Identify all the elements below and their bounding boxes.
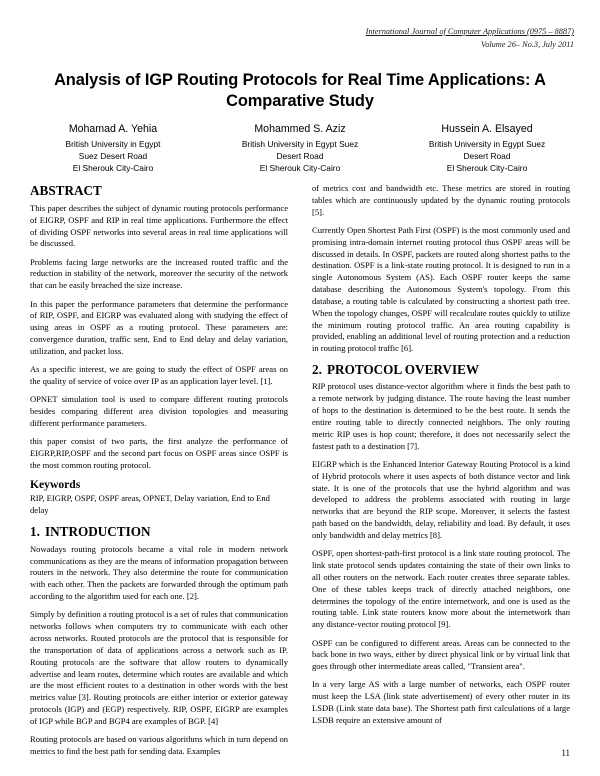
introduction-paragraph: Simply by definition a routing protocol is a set of rules that communication networks follows when computers try to communicate with each other across networks. Routed protocols are the protocol that is responsible for the transportation of data of applications across a network such as IP. Routing protocols are the software that allow routers to dynamically advertise and learn routes, determine which routes are available and which are the most efficient routes to a destination in other words with the best metrics value [3]. Routing protocols are either interior or exterior gateway protocols (IGP) and (EGP) respectively. RIP, OSPF, EIGRP are examples of IGP while BGP and BGP4 are examples of BGP. [4] <box>30 609 288 726</box>
abstract-paragraph: This paper describes the subject of dynamic routing protocols performance of EIGRP, OSPF and RIP in real time applications. Furthermore the effect of dividing OSPF networks into several areas in real time applications will be discussed. <box>30 202 288 249</box>
keywords-heading: Keywords <box>30 478 81 492</box>
section-title: PROTOCOL OVERVIEW <box>327 361 480 377</box>
protocol-overview-heading <box>312 362 570 378</box>
abstract-heading: ABSTRACT <box>30 183 102 198</box>
author-affiliation-line: British University in Egypt Suez <box>428 139 546 150</box>
author-affiliation-line: Suez Desert Road <box>78 151 148 162</box>
page-number: 11 <box>561 748 570 758</box>
overview-paragraph: In a very large AS with a large number of networks, each OSPF router must keep the LSA (link state advertisement) of every other router in its LSDB (Link state data base). The Shortest path first calculations of a large LSDB require an extensive amount of <box>312 679 570 725</box>
author-affiliation-line: Desert Road <box>276 151 324 162</box>
overview-paragraph: EIGRP which is the Enhanced Interior Gateway Routing Protocol is a kind of Hybrid protocols where it uses aspects of both distance vector and link state. It is one of the protocols that use the hybrid algorithm and was developed to address the problems associated with routing in large networks that are beyond the RIP scope. Moreover, it selects the fastest path based on the bandwidth, delay, reliability and load. By default, it uses only bandwidth and delay metrics [8]. <box>312 458 570 540</box>
journal-volume: Volume 26– No.3, July 2011 <box>481 40 574 50</box>
abstract-paragraph: this paper consist of two parts, the first analyze the performance of EIGRP,RIP,OSPF and the second part focus on OSPF areas since OSPF is the most common routing protocol. <box>30 436 288 471</box>
author-1 <box>24 122 202 174</box>
overview-paragraph: OSPF, open shortest-path-first protocol is a link state routing protocol. The link state protocol sends updates containing the state of their own links to all other routers on the network. Each router creates three separate tables. One of these tables keeps track of directly attached neighbors, one determines the topology of the entire internetwork, and one is used as the routing table. Link state routers know more about the internetwork than any distance-vector routing protocol [9]. <box>312 548 570 630</box>
author-2 <box>211 122 389 174</box>
left-column <box>30 183 288 757</box>
section-title: INTRODUCTION <box>45 523 151 539</box>
author-name: Mohamad A. Yehia <box>68 123 158 135</box>
author-block <box>24 122 576 174</box>
author-name: Mohammed S. Aziz <box>254 123 346 135</box>
overview-paragraph: RIP protocol uses distance-vector algorithm where it finds the best path to a remote network by judging distance. The route having the least number of hops to the destination is determined to be the best route. It sends the entire routing table to directly connected neighbors. The only routing metric RIP uses is hop count; therefore, it does not necessarily select the fastest path to a destination [7]. <box>312 381 570 451</box>
journal-running-header <box>366 26 574 51</box>
abstract-paragraph: Problems facing large networks are the increased routed traffic and the reduction in stability of the network, moreover the security of the network that can be easily breached the size increase. <box>30 256 288 291</box>
author-affiliation-line: British University in Egypt Suez <box>241 139 359 150</box>
section-number: 1. <box>30 523 40 539</box>
introduction-paragraph: Nowadays routing protocols became a vital role in modern network communications as they are the means of information propagation between routers in the network. They also determine the route for communication with each other. Then the packets are forwarded through the optimum path according to the algorithm used for each one. [2]. <box>30 543 288 602</box>
journal-name: International Journal of Computer Applications (0975 – 8887) <box>365 27 574 36</box>
continued-paragraph: Currently Open Shortest Path First (OSPF) is the most commonly used and promising intra-domain internet routing protocol thus OSPF areas will be discussed in details. In OSPF, packets are routed along shortest paths to the destination. OSPF is a link-state routing protocol. It is designed to run in a single Autonomous System (AS). Each OSPF router keeps the same database describing the Autonomous System's topology. From this database, a routing table is calculated by constructing a shortest path tree. When the topology changes, OSPF will recalculate routes quickly to utilize the minimum routing protocol traffic. An area routing capability is provided, enabling an additional level of routing protection and a reduction in routing protocol traffic [6]. <box>312 224 570 354</box>
section-number: 2. <box>312 361 322 377</box>
abstract-paragraph: In this paper the performance parameters that determine the performance of RIP, OSPF, and EIGRP was evaluated along with studying the effect of using areas in OSPF as a routing protocol. These parameters are: convergence duration, traffic sent, End to End delay and delay variation, utilization, and packet loss. <box>30 298 288 356</box>
abstract-paragraph: As a specific interest, we are going to study the effect of OSPF areas on the quality of service of voice over IP as an application layer level. [1]. <box>30 364 288 387</box>
author-affiliation-line: British University in Egypt <box>65 139 161 150</box>
overview-paragraph: OSPF can be configured to different areas. Areas can be connected to the back bone in two ways, either by direct physical link or by virtual link that goes through other intermediate areas called, "Transient area". <box>312 637 570 672</box>
continued-paragraph: of metrics cost and bandwidth etc. These metrics are stored in routing tables which are continuously updated by the dynamic routing protocols [5]. <box>312 183 570 217</box>
abstract-paragraph: OPNET simulation tool is used to compare different routing protocols besides comparing different area division topologies and measuring different performance parameters. <box>30 394 288 429</box>
keywords-list: RIP, EIGRP, OSPF, OSPF areas, OPNET, Delay variation, End to End delay <box>30 493 270 516</box>
author-affiliation-line: El Sherouk City-Cairo <box>259 163 341 174</box>
author-name: Hussein A. Elsayed <box>441 123 533 135</box>
page-title: Analysis of IGP Routing Protocols for Real Time Applications: A Comparative Study <box>54 71 546 110</box>
author-affiliation-line: Desert Road <box>463 151 511 162</box>
introduction-heading <box>30 524 288 540</box>
author-affiliation-line: El Sherouk City-Cairo <box>72 163 154 174</box>
author-affiliation-line: El Sherouk City-Cairo <box>446 163 528 174</box>
introduction-paragraph: Routing protocols are based on various algorithms which in turn depend on metrics to find the best path for sending data. Examples <box>30 734 288 757</box>
author-3 <box>398 122 576 174</box>
right-column <box>312 183 570 743</box>
